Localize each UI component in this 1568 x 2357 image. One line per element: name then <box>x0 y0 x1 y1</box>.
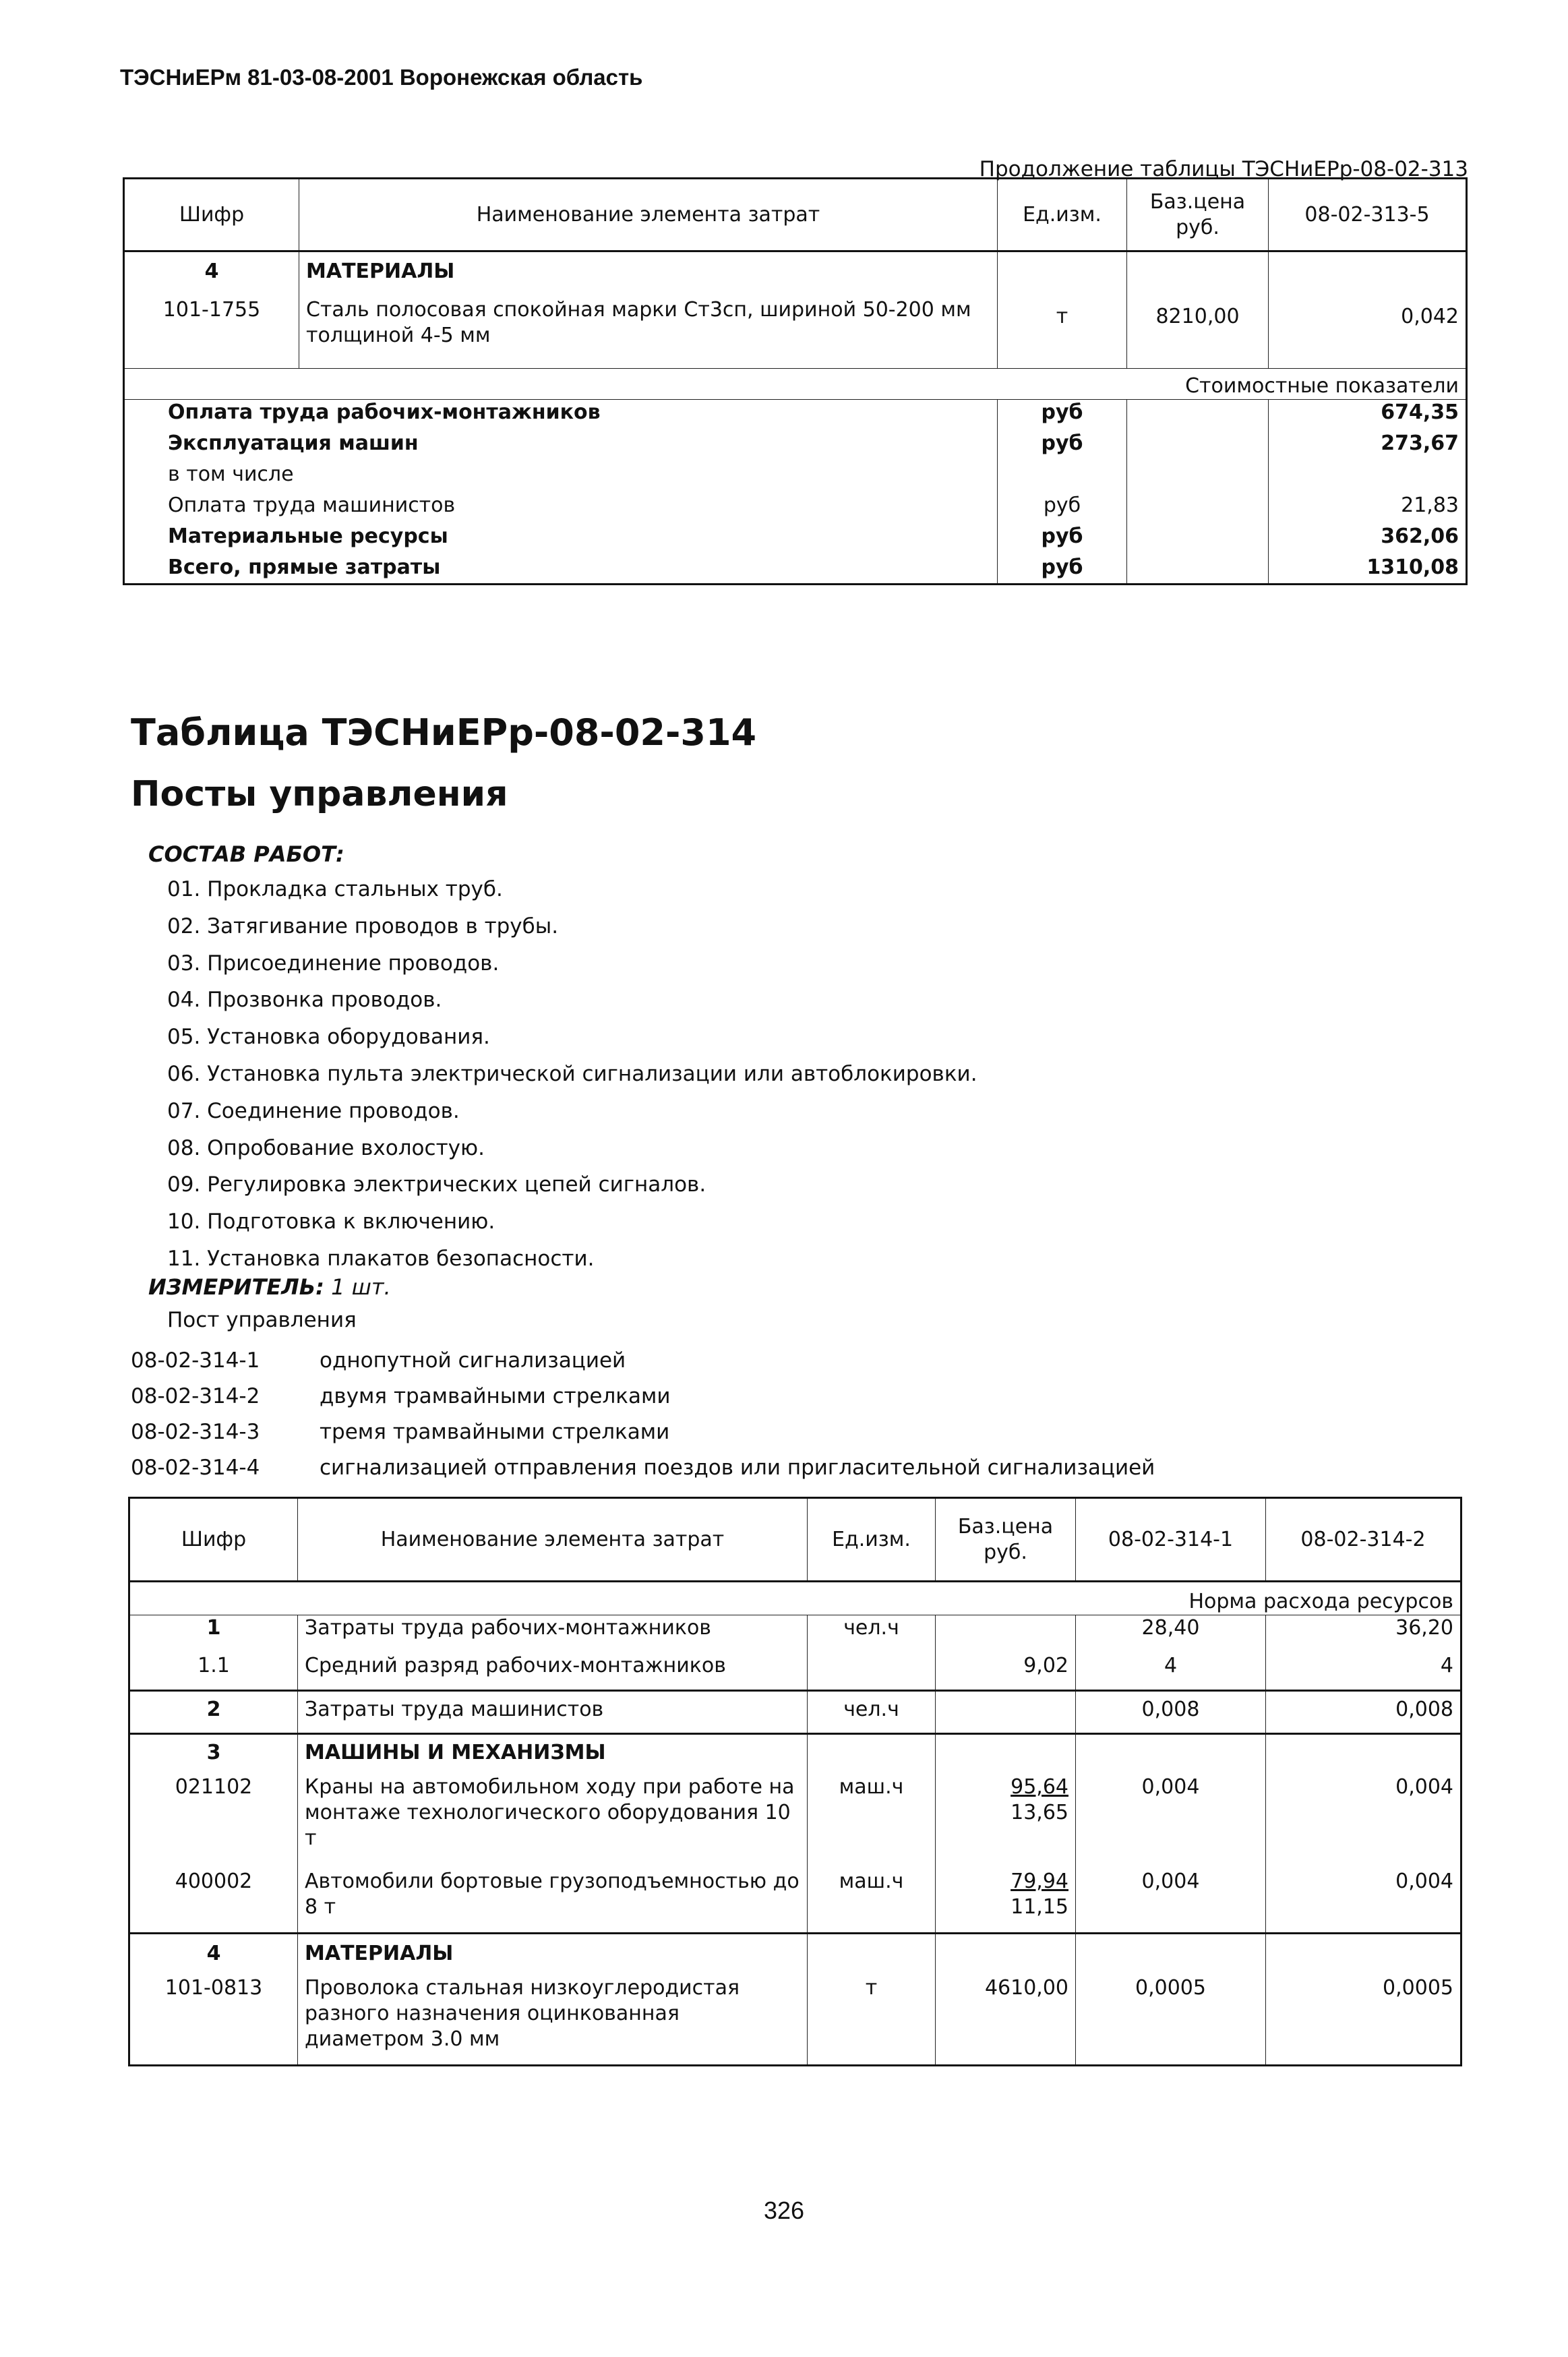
table-313-continuation <box>123 177 1468 585</box>
list-item <box>131 1379 1155 1414</box>
section-code: 4 <box>124 251 299 297</box>
col-header-name: Наименование элемента затрат <box>298 1498 808 1582</box>
row-unit <box>808 1653 936 1691</box>
cost-unit: руб <box>998 524 1127 555</box>
row-code: 1.1 <box>129 1653 298 1691</box>
works-list <box>167 871 977 1278</box>
col-header-unit: Ед.изм. <box>998 179 1127 251</box>
price-machine: 95,64 <box>1011 1774 1068 1799</box>
row-code: 021102 <box>129 1774 298 1869</box>
row-unit: т <box>808 1975 936 2066</box>
list-item: 02. Затягивание проводов в трубы. <box>167 914 559 938</box>
row-name: Средний разряд рабочих-монтажников <box>298 1653 808 1691</box>
row-code: 101-0813 <box>129 1975 298 2066</box>
list-item <box>131 1450 1155 1486</box>
table-header-row <box>124 179 1467 251</box>
row-price <box>936 1691 1076 1734</box>
section-title: МАШИНЫ И МЕХАНИЗМЫ <box>298 1734 808 1774</box>
cost-unit: руб <box>998 431 1127 462</box>
meter-value: 1 шт. <box>331 1274 391 1300</box>
row-value-2: 0,008 <box>1266 1691 1461 1734</box>
list-item: 11. Установка плакатов безопасности. <box>167 1246 595 1271</box>
row-price: 9,02 <box>936 1653 1076 1691</box>
row-unit: чел.ч <box>808 1615 936 1653</box>
col-header-code: Шифр <box>129 1498 298 1582</box>
list-item: 06. Установка пульта электрической сигнализации или автоблокировки. <box>167 1061 977 1086</box>
list-item: 09. Регулировка электрических цепей сигналов. <box>167 1172 706 1197</box>
table-subtitle: Посты управления <box>131 774 508 814</box>
row-value-1: 0,004 <box>1076 1869 1266 1934</box>
page-number: 326 <box>763 2197 805 2224</box>
col-header-name: Наименование элемента затрат <box>299 179 998 251</box>
row-price <box>936 1869 1076 1934</box>
row-name: Краны на автомобильном ходу при работе на монтаже технологического оборудования 10 т <box>298 1774 808 1869</box>
table-row <box>129 1653 1461 1691</box>
list-item: 08. Опробование вхолостую. <box>167 1135 485 1160</box>
cost-row <box>124 493 1467 524</box>
cost-row <box>124 524 1467 555</box>
row-value-1: 0,008 <box>1076 1691 1266 1734</box>
meter-label: ИЗМЕРИТЕЛЬ: <box>148 1274 324 1300</box>
list-item: 07. Соединение проводов. <box>167 1098 460 1123</box>
list-item <box>131 1414 1155 1450</box>
table-row <box>129 1869 1461 1934</box>
cost-name: Оплата труда машинистов <box>124 493 998 524</box>
table-title: Таблица ТЭСНиЕРр-08-02-314 <box>131 711 757 754</box>
price-machine: 79,94 <box>1011 1869 1068 1893</box>
cost-value: 362,06 <box>1269 524 1467 555</box>
section-row <box>129 1734 1461 1774</box>
variant-text: однопутной сигнализацией <box>320 1348 626 1373</box>
row-value-2: 0,004 <box>1266 1869 1461 1934</box>
cost-value: 1310,08 <box>1269 555 1467 585</box>
row-code: 1 <box>129 1615 298 1653</box>
cost-row <box>124 431 1467 462</box>
table-row <box>129 1691 1461 1734</box>
cost-value: 21,83 <box>1269 493 1467 524</box>
norm-header: Норма расхода ресурсов <box>1188 1590 1453 1613</box>
cost-unit: руб <box>998 493 1127 524</box>
row-name: Затраты труда рабочих-монтажников <box>298 1615 808 1653</box>
cost-unit: руб <box>998 555 1127 585</box>
table-continuation-note: Продолжение таблицы ТЭСНиЕРр-08-02-313 <box>979 157 1468 181</box>
cost-name: Эксплуатация машин <box>124 431 998 462</box>
table-row <box>129 1774 1461 1869</box>
section-code: 4 <box>129 1934 298 1975</box>
norm-header-row <box>129 1582 1461 1615</box>
price-labor: 13,65 <box>1011 1800 1068 1824</box>
row-value-2: 4 <box>1266 1653 1461 1691</box>
row-name: Сталь полосовая спокойная марки Ст3сп, шириной 50-200 мм толщиной 4-5 мм <box>299 297 998 369</box>
table-row <box>124 297 1467 369</box>
col-header-code: Шифр <box>124 179 299 251</box>
row-price: 4610,00 <box>936 1975 1076 2066</box>
cost-header-row <box>124 369 1467 400</box>
variant-text: тремя трамвайными стрелками <box>320 1420 670 1444</box>
row-price <box>936 1615 1076 1653</box>
variant-code: 08-02-314-3 <box>131 1420 260 1444</box>
section-code: 3 <box>129 1734 298 1774</box>
list-item: 10. Подготовка к включению. <box>167 1210 495 1234</box>
section-title: МАТЕРИАЛЫ <box>298 1934 808 1975</box>
works-label: СОСТАВ РАБОТ: <box>148 841 344 867</box>
row-value: 0,042 <box>1269 297 1467 369</box>
row-price: 8210,00 <box>1127 297 1269 369</box>
list-item: 01. Прокладка стальных труб. <box>167 877 503 901</box>
list-item <box>131 1343 1155 1379</box>
list-item: 04. Прозвонка проводов. <box>167 988 442 1013</box>
table-314 <box>128 1497 1462 2066</box>
cost-row <box>124 462 1467 493</box>
col-header-norm-2: 08-02-314-2 <box>1266 1498 1461 1582</box>
col-header-unit: Ед.изм. <box>808 1498 936 1582</box>
row-value-2: 0,004 <box>1266 1774 1461 1869</box>
row-value-1: 0,004 <box>1076 1774 1266 1869</box>
row-value-1: 28,40 <box>1076 1615 1266 1653</box>
cost-header: Стоимостные показатели <box>124 369 1467 400</box>
col-header-price: Баз.цена руб. <box>936 1498 1076 1582</box>
row-unit: маш.ч <box>808 1869 936 1934</box>
section-row <box>129 1934 1461 1975</box>
cost-unit: руб <box>998 400 1127 431</box>
table-row <box>129 1975 1461 2066</box>
variant-list <box>131 1343 1155 1486</box>
cost-row <box>124 400 1467 431</box>
row-value-2: 0,0005 <box>1266 1975 1461 2066</box>
row-name: Проволока стальная низкоуглеродистая разного назначения оцинкованная диаметром 3.0 мм <box>298 1975 808 2066</box>
variant-code: 08-02-314-2 <box>131 1384 260 1408</box>
row-code: 2 <box>129 1691 298 1734</box>
col-header-price: Баз.цена руб. <box>1127 179 1269 251</box>
row-code: 101-1755 <box>124 297 299 369</box>
row-unit: т <box>998 297 1127 369</box>
cost-name: Оплата труда рабочих-монтажников <box>124 400 998 431</box>
table-row <box>129 1615 1461 1653</box>
table-header-row <box>129 1498 1461 1582</box>
row-unit: чел.ч <box>808 1691 936 1734</box>
variant-text: сигнализацией отправления поездов или пригласительной сигнализацией <box>320 1456 1155 1480</box>
variant-code: 08-02-314-4 <box>131 1456 260 1480</box>
row-name: Затраты труда машинистов <box>298 1691 808 1734</box>
list-item: 05. Установка оборудования. <box>167 1025 490 1050</box>
variant-text: двумя трамвайными стрелками <box>320 1384 671 1408</box>
row-value-1: 4 <box>1076 1653 1266 1691</box>
meter-line <box>148 1274 391 1300</box>
cost-name: в том числе <box>124 462 998 493</box>
cost-value: 273,67 <box>1269 431 1467 462</box>
cost-value: 674,35 <box>1269 400 1467 431</box>
row-code: 400002 <box>129 1869 298 1934</box>
running-header: ТЭСНиЕРм 81-03-08-2001 Воронежская область <box>120 65 643 90</box>
row-name: Автомобили бортовые грузоподъемностью до 8 т <box>298 1869 808 1934</box>
cost-row <box>124 555 1467 585</box>
col-header-norm: 08-02-313-5 <box>1269 179 1467 251</box>
row-value-2: 36,20 <box>1266 1615 1461 1653</box>
post-label: Пост управления <box>167 1308 357 1332</box>
variant-code: 08-02-314-1 <box>131 1348 260 1373</box>
row-unit: маш.ч <box>808 1774 936 1869</box>
cost-name: Всего, прямые затраты <box>124 555 998 585</box>
list-item: 03. Присоединение проводов. <box>167 951 500 976</box>
row-price <box>936 1774 1076 1869</box>
col-header-norm-1: 08-02-314-1 <box>1076 1498 1266 1582</box>
cost-name: Материальные ресурсы <box>124 524 998 555</box>
row-value-1: 0,0005 <box>1076 1975 1266 2066</box>
section-row <box>124 251 1467 297</box>
price-labor: 11,15 <box>1011 1894 1068 1919</box>
section-title: МАТЕРИАЛЫ <box>299 251 998 297</box>
